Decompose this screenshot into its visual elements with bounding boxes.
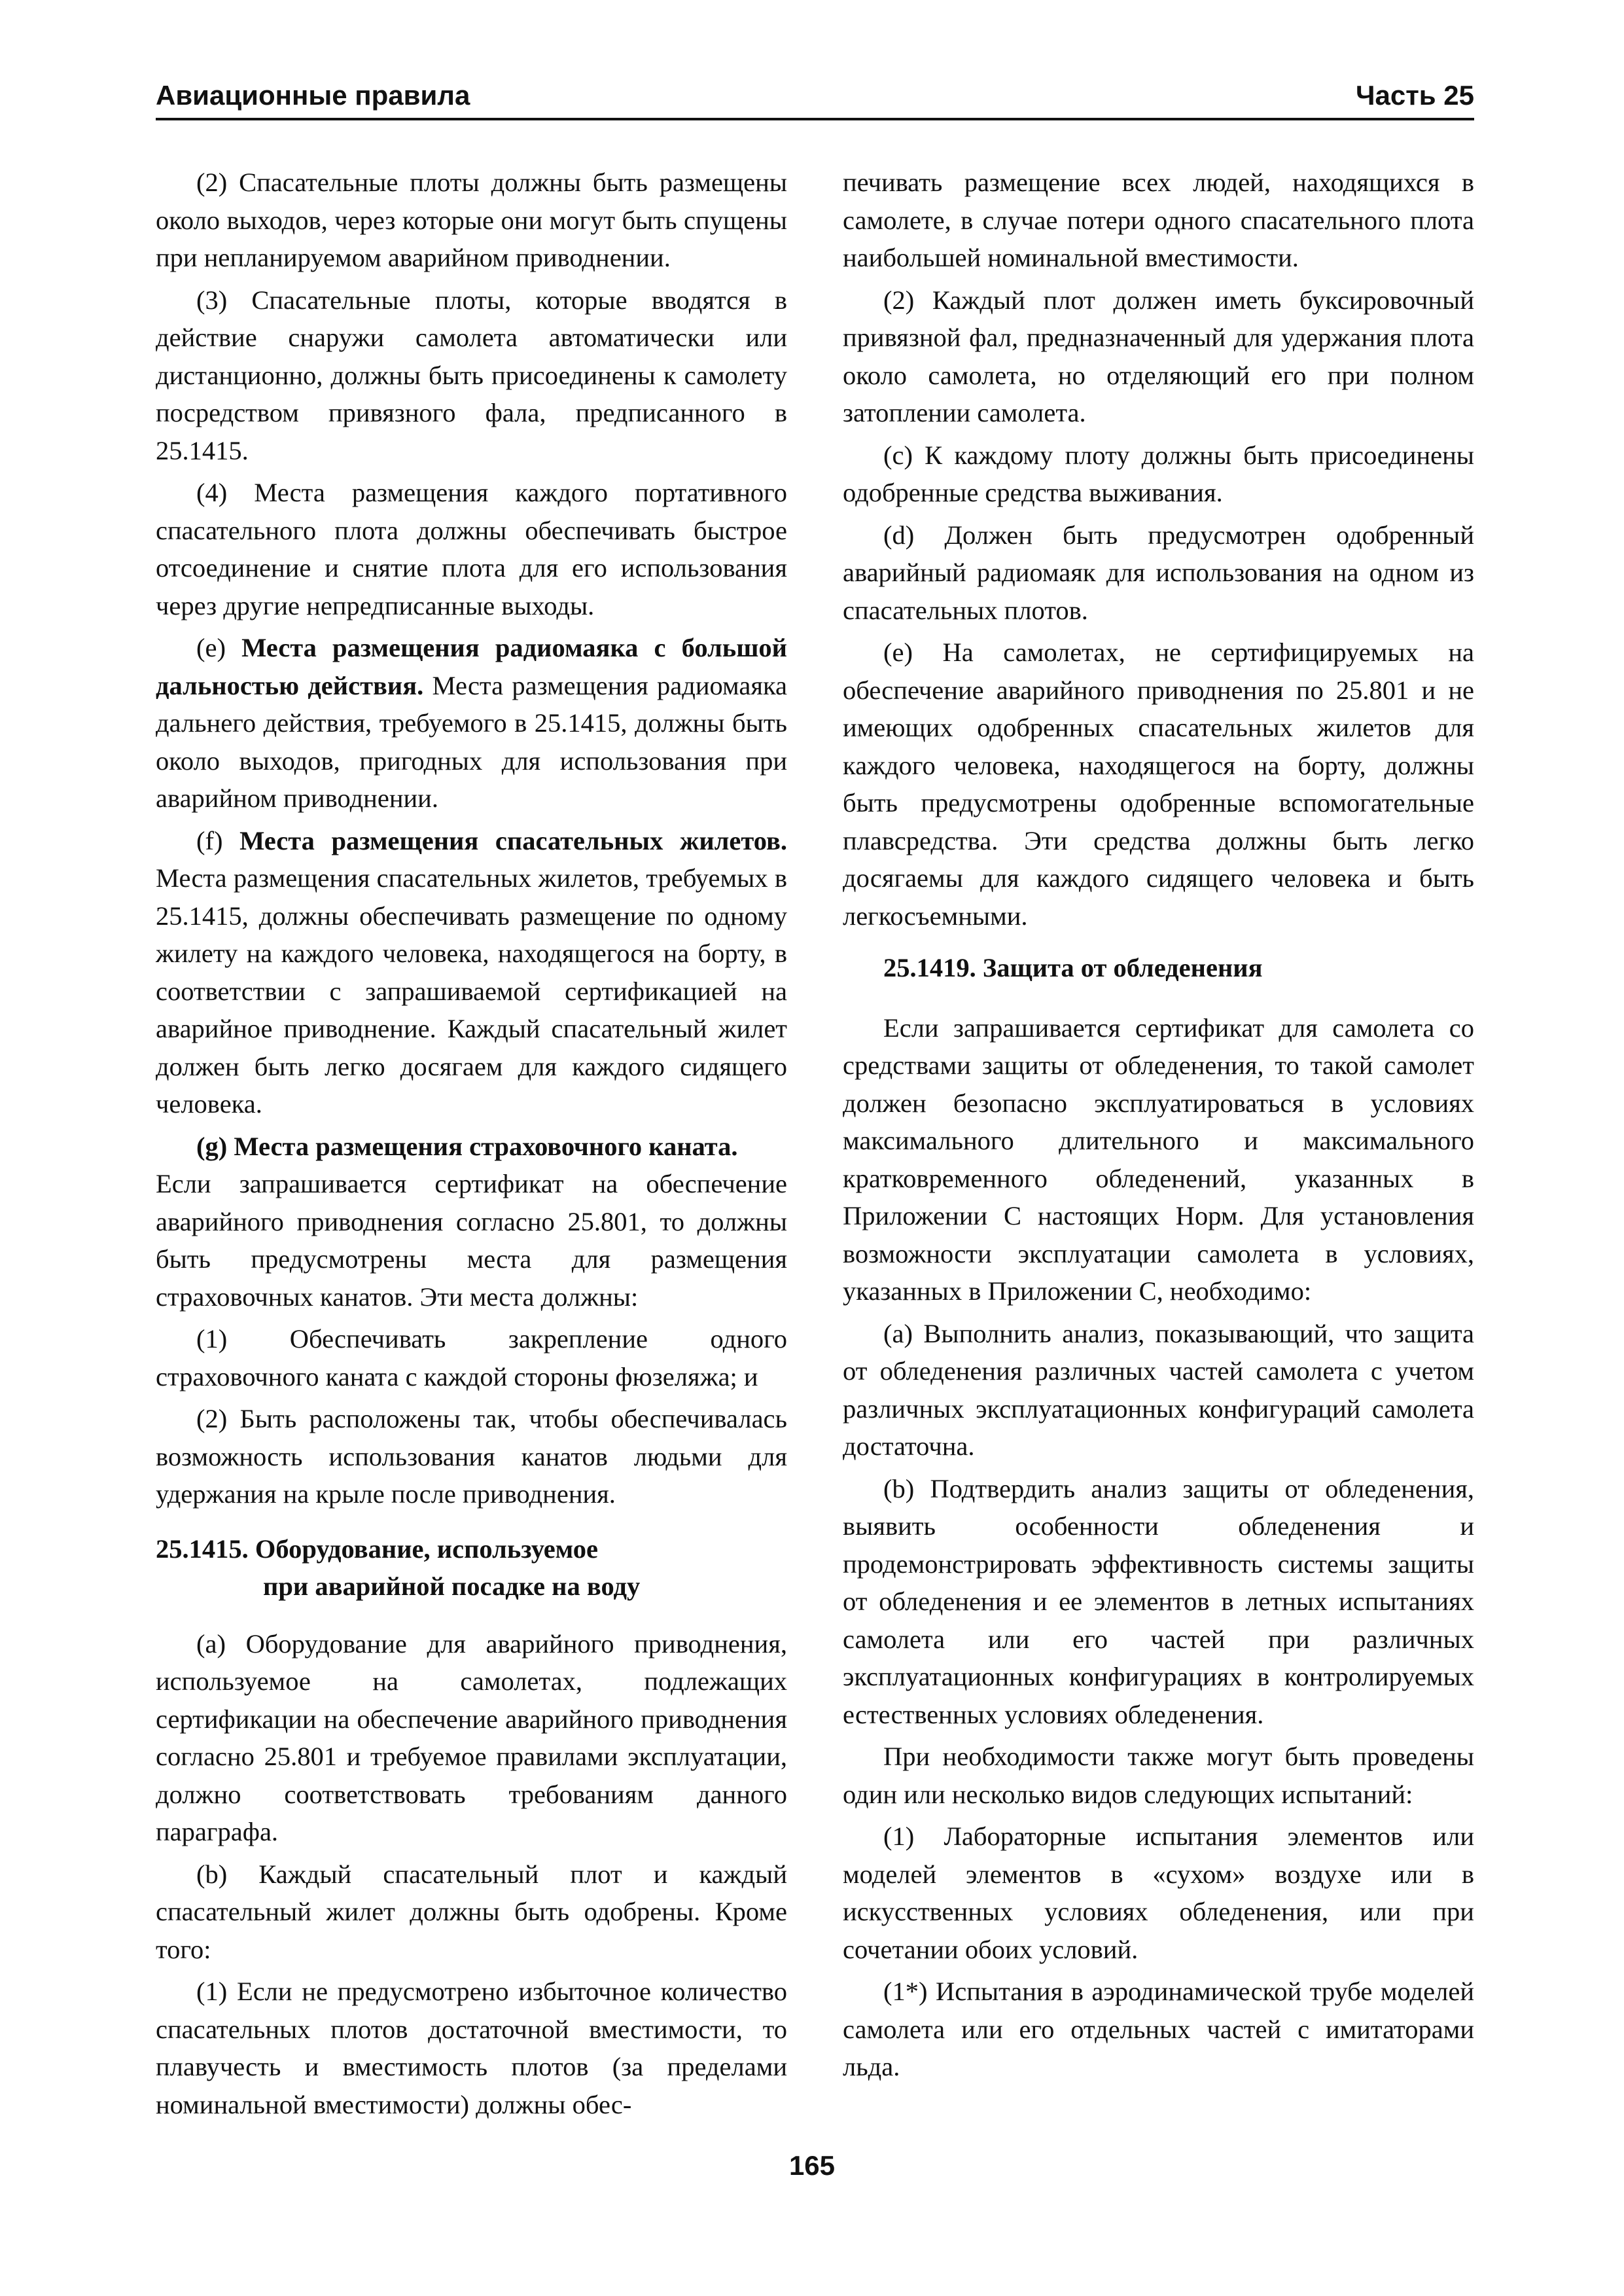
item-label: (е) xyxy=(196,633,242,662)
paragraph: (2) Каждый плот должен иметь буксировочный привязной фал, предназначенный для удержания плота около самолета, но отделяющий его при полном затоплении самолета. xyxy=(843,285,1474,427)
bold-subheading-safety-rope: (g) Места размещения страховочного каната. xyxy=(196,1131,738,1161)
paragraph: (а) Выполнить анализ, показывающий, что защита от обледенения различных частей самолета с учетом различных эксплуатационных конфигураций самолета достаточна. xyxy=(843,1318,1474,1461)
paragraph: (b) Каждый спасательный плот и каждый спасательный жилет должны быть одобрены. Кроме того: xyxy=(156,1859,787,1964)
paragraph: (2) Спасательные плоты должны быть размещены около выходов, через которые они могут быть спущены при непланируемом аварийном приводнении. xyxy=(156,168,787,272)
header-title: Авиационные правила xyxy=(156,80,470,111)
section-heading-25-1419: 25.1419. Защита от обледенения xyxy=(883,953,1263,982)
page-header xyxy=(156,77,1474,120)
item-label: (f) xyxy=(196,825,240,855)
paragraph: (d) Должен быть предусмотрен одобренный аварийный радиомаяк для использования на одном из спасательных плотов. xyxy=(843,520,1474,625)
paragraph-text: Места размещения спасательных жилетов, требуемых в 25.1415, должны обеспечивать размещение по одному жилету на каждого человека, находящегося на борту, в соответствии с запрашиваемой сертификацией на аварийное приводнение. Каждый спасательный жилет должен быть легко досягаем для каждого сидящего человека. xyxy=(156,863,787,1119)
paragraph: Если запрашивается сертификат для самолета со средствами защиты от обледенения, то такой самолет должен безопасно эксплуатироваться в условиях максимального длительного и максимального кратковременного обледенений, указанных в Приложении С настоящих Норм. Для установления возможности эксплуатации самолета в условиях, указанных в Приложении С, необходимо: xyxy=(843,1013,1474,1306)
paragraph: (1) Лабораторные испытания элементов или моделей элементов в «сухом» воздухе или в искусственных условиях обледенения, или при сочетании обоих условий. xyxy=(843,1821,1474,1964)
bold-subheading: Места размещения спасательных жилетов. xyxy=(239,825,787,855)
section-heading-25-1415 xyxy=(156,1530,787,1605)
paragraph: печивать размещение всех людей, находящихся в самолете, в случае потери одного спасательного плота наибольшей номинальной вместимости. xyxy=(843,168,1474,272)
header-part: Часть 25 xyxy=(1355,80,1474,111)
paragraph: (а) Оборудование для аварийного приводнения, используемое на самолетах, подлежащих сертификации на обеспечение аварийного приводнения согласно 25.801 и требуемое правилами эксплуатации, должно соответствовать требованиям данного параграфа. xyxy=(156,1628,787,1846)
paragraph-life-vests xyxy=(156,822,787,1123)
right-column xyxy=(843,164,1474,2090)
bold-subheading: Места размещения радиомаяка с большой дальностью действия. xyxy=(156,633,787,700)
heading-line: при аварийной посадке на воду xyxy=(263,1571,641,1601)
paragraph: (1*) Испытания в аэродинамической трубе моделей самолета или его отдельных частей с имитаторами льда. xyxy=(843,1977,1474,2081)
paragraph-radio-beacon xyxy=(156,629,787,817)
page-number: 165 xyxy=(788,2150,836,2181)
paragraph: (с) К каждому плоту должны быть присоединены одобренные средства выживания. xyxy=(843,440,1474,507)
paragraph: (1) Обеспечивать закрепление одного страховочного каната с каждой стороны фюзеляжа; и xyxy=(156,1324,787,1391)
paragraph: (b) Подтвердить анализ защиты от обледенения, выявить особенности обледенения и продемонстрировать эффективность системы защиты от обледенения и ее элементов в летных испытаниях самолета или его частей при различных эксплуатационных конфигурациях в контролируемых естественных условиях обледенения. xyxy=(843,1473,1474,1729)
paragraph: Если запрашивается сертификат на обеспечение аварийного приводнения согласно 25.801, то должны быть предусмотрены места для размещения страховочных канатов. Эти места должны: xyxy=(156,1169,787,1312)
paragraph-text: Места размещения радиомаяка дальнего действия, требуемого в 25.1415, должны быть около выходов, пригодных для использования при аварийном приводнении. xyxy=(156,670,787,813)
paragraph: При необходимости также могут быть проведены один или несколько видов следующих испытаний: xyxy=(843,1742,1474,1809)
heading-line: 25.1415. Оборудование, используемое xyxy=(156,1534,598,1564)
paragraph: (1) Если не предусмотрено избыточное количество спасательных плотов достаточной вместимости, то плавучесть и вместимость плотов (за пределами номинальной вместимости) должны обес- xyxy=(156,1977,787,2119)
paragraph: (2) Быть расположены так, чтобы обеспечивалась возможность использования канатов людьми для удержания на крыле после приводнения. xyxy=(156,1404,787,1509)
paragraph: (4) Места размещения каждого портативного спасательного плота должны обеспечивать быстрое отсоединение и снятие плота для его использования через другие непредписанные выходы. xyxy=(156,478,787,620)
left-column xyxy=(156,164,787,2128)
paragraph: (3) Спасательные плоты, которые вводятся в действие снаружи самолета автоматически или дистанционно, должны быть присоединены к самолету посредством привязного фала, предписанного в 25.1415. xyxy=(156,285,787,465)
paragraph: (е) На самолетах, не сертифицируемых на обеспечение аварийного приводнения по 25.801 и не имеющих одобренных спасательных жилетов для каждого человека, находящегося на борту, должны быть предусмотрены одобренные вспомогательные плавсредства. Эти средства должны быть легко досягаемы для каждого сидящего человека и быть легкосъемными. xyxy=(843,637,1474,931)
